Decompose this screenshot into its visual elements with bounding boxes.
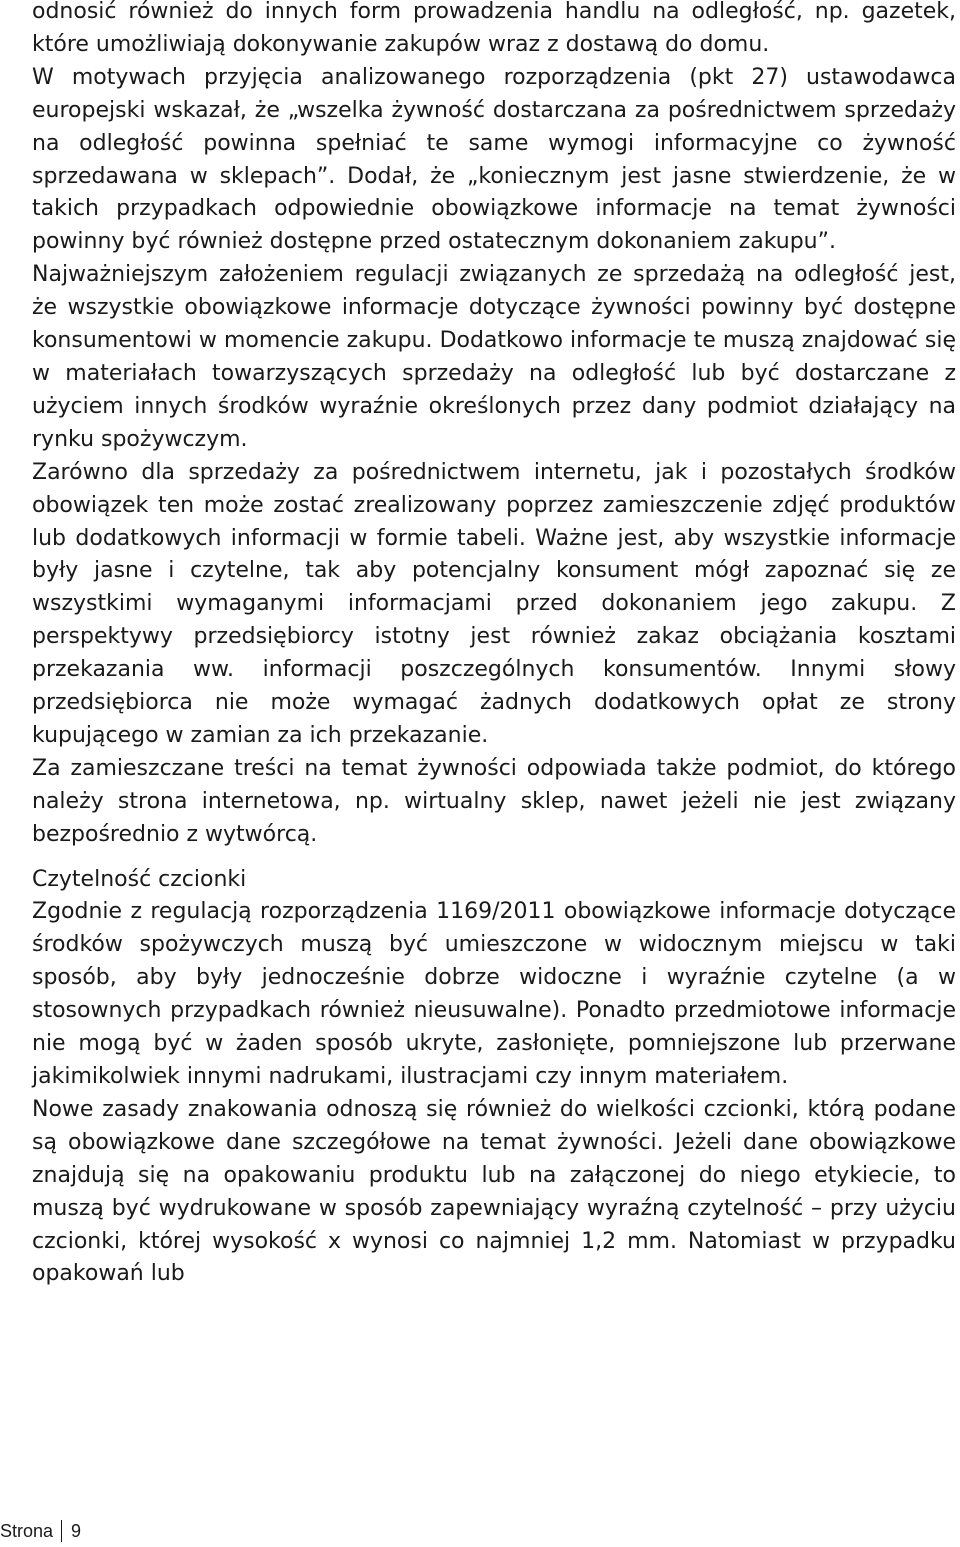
paragraph: Nowe zasady znakowania odnoszą się również do wielkości czcionki, którą podane są obowiązkowe dane szczegółowe na temat żywności. Jeżeli dane obowiązkowe znajdują się na opakowaniu produktu lub na załączonej do niego etykiecie, to muszą być wydrukowane w sposób zapewniający wyraźną czytelność – przy użyciu czcionki, której wysokość x wynosi co najmniej 1,2 mm. Natomiast w przypadku opakowań lub: [32, 1096, 956, 1287]
paragraph: W motywach przyjęcia analizowanego rozporządzenia (pkt 27) ustawodawca europejski wskazał, że „wszelka żywność dostarczana za pośrednictwem sprzedaży na odległość powinna spełniać te same wymogi informacyjne co żywność sprzedawana w sklepach”. Dodał, że „koniecznym jest jasne stwierdzenie, że w takich przypadkach odpowiednie obowiązkowe informacje na temat żywności powinny być również dostępne przed ostatecznym dokonaniem zakupu”.: [32, 64, 956, 255]
paragraph: Zgodnie z regulacją rozporządzenia 1169/2011 obowiązkowe informacje dotyczące środków spożywczych muszą być umieszczone w widocznym miejscu w taki sposób, aby były jednocześnie dobrze widoczne i wyraźnie czytelne (a w stosownych przypadkach również nieusuwalne). Ponadto przedmiotowe informacje nie mogą być w żaden sposób ukryte, zasłonięte, pomniejszone lub przerwane jakimikolwiek innymi nadrukami, ilustracjami czy innym materiałem.: [32, 899, 956, 1089]
section-heading: Czytelność czcionki: [32, 866, 247, 892]
footer-label: Strona: [0, 1521, 54, 1541]
paragraph: Zarówno dla sprzedaży za pośrednictwem internetu, jak i pozostałych środków obowiązek ten może zostać zrealizowany poprzez zamieszczenie zdjęć produktów lub dodatkowych informacji w formie tabeli. Ważne jest, aby wszystkie informacje były jasne i czytelne, tak aby potencjalny konsument mógł zapoznać się ze wszystkimi wymaganymi informacjami przed dokonaniem jego zakupu. Z perspektywy przedsiębiorcy istotny jest również zakaz obciążania kosztami przekazania ww. informacji poszczególnych konsumentów. Innymi słowy przedsiębiorca nie może wymagać żadnych dodatkowych opłat ze strony kupującego w zamian za ich przekazanie.: [32, 459, 956, 748]
paragraph: Najważniejszym założeniem regulacji związanych ze sprzedażą na odległość jest, że wszystkie obowiązkowe informacje dotyczące żywności powinny być dostępne konsumentowi w momencie zakupu. Dodatkowo informacje te muszą znajdować się w materiałach towarzyszących sprzedaży na odległość lub być dostarczane z użyciem innych środków wyraźnie określonych przez dany podmiot działający na rynku spożywczym.: [32, 262, 956, 452]
paragraph: odnosić również do innych form prowadzenia handlu na odległość, np. gazetek, które umożliwiają dokonywanie zakupów wraz z dostawą do domu.: [32, 0, 956, 57]
page-footer: [0, 1520, 81, 1542]
document-body: [32, 0, 956, 1291]
page-number: 9: [71, 1521, 82, 1541]
paragraph: Za zamieszczane treści na temat żywności odpowiada także podmiot, do którego należy strona internetowa, np. wirtualny sklep, nawet jeżeli nie jest związany bezpośrednio z wytwórcą.: [32, 755, 956, 847]
footer-separator: [61, 1520, 62, 1542]
